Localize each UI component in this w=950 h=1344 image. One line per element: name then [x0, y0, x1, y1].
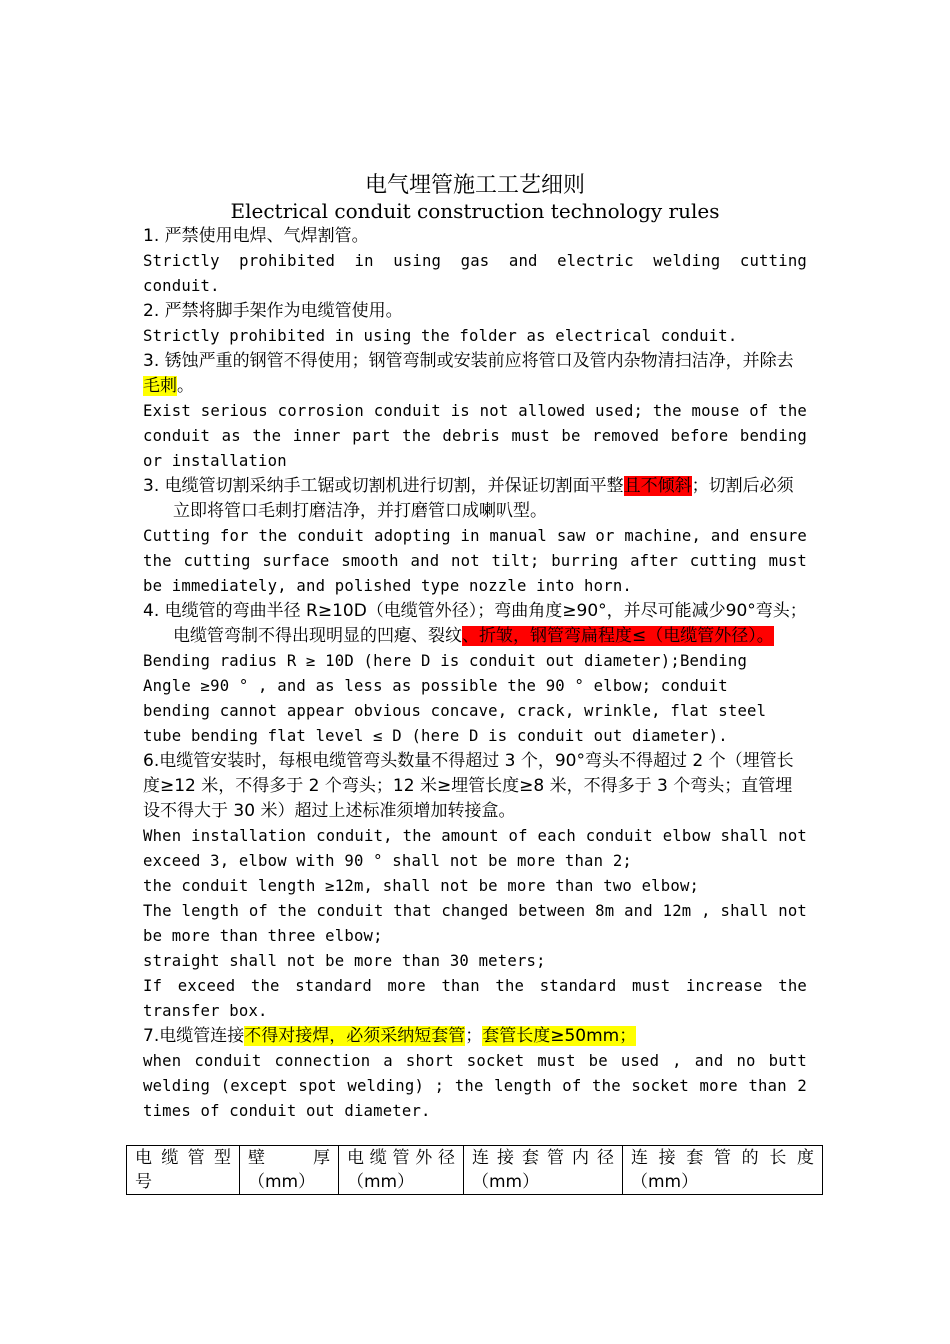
header-wall-thickness-line-2: （mm）	[248, 1172, 316, 1192]
rule-3-cn-end: 。	[177, 376, 194, 396]
header-wall-thickness-line-1: 壁 厚	[248, 1148, 330, 1168]
header-socket-length	[623, 1146, 823, 1195]
header-socket-length-line-1: 连接套管的长度	[631, 1148, 814, 1168]
title-chinese: 电气埋管施工工艺细则	[364, 173, 585, 198]
rule-5-en-line-2: Angle ≥90 ° , and as less as possible the 90 ° elbow; conduit	[143, 677, 728, 695]
rule-5-cn-text: 4. 电缆管的弯曲半径 R≥10D（电缆管外径）；弯曲角度≥90°，并尽可能减少90°弯头；电缆管弯制不得出现明显的凹瘪、裂纹	[143, 601, 807, 646]
rule-6-en-line-4: straight shall not be more than 30 meters;	[143, 952, 546, 970]
rule-7-cn-highlight-1: 不得对接焊，必须采纳短套管	[244, 1026, 466, 1046]
header-socket-length-line-2: （mm）	[631, 1172, 699, 1192]
rule-5-cn	[143, 599, 807, 649]
rule-4-en: Cutting for the conduit adopting in manual saw or machine, and ensure the cutting surface smooth and not tilt; burring after cutting must be immediately, and polished type nozzle into horn.	[143, 527, 807, 595]
rule-6-en-line-3: The length of the conduit that changed between 8m and 12m , shall not be more than three elbow;	[143, 902, 807, 945]
conduit-spec-table	[126, 1145, 823, 1195]
rule-4-cn-text: 3. 电缆管切割采纳手工锯或切割机进行切割，并保证切割面平整	[143, 476, 624, 496]
header-socket-inner-diameter-line-2: （mm）	[472, 1172, 540, 1192]
header-socket-inner-diameter-line-1: 连接套管内径	[472, 1148, 614, 1168]
rule-7-cn	[143, 1024, 807, 1049]
header-outer-diameter-line-2: （mm）	[347, 1172, 415, 1192]
rule-6-en-line-5: If exceed the standard more than the standard must increase the transfer box.	[143, 977, 807, 1020]
header-conduit-model	[127, 1146, 240, 1195]
rule-5-en-line-4: tube bending flat level ≤ D (here D is conduit out diameter).	[143, 727, 728, 745]
rule-6-en-line-1: When installation conduit, the amount of each conduit elbow shall not exceed 3, elbow with 90 ° shall not be more than 2;	[143, 827, 807, 870]
rule-6-cn: 6.电缆管安装时，每根电缆管弯头数量不得超过 3 个，90°弯头不得超过 2 个（埋管长度≥12 米，不得多于 2 个弯头；12 米≥埋管长度≥8 米，不得多于 3 个弯头；直管埋设不得大于 30 米）超过上述标准须增加转接盒。	[143, 751, 794, 821]
rule-2-en: Strictly prohibited in using the folder as electrical conduit.	[143, 327, 738, 345]
header-outer-diameter-line-1: 电缆管外径	[347, 1148, 455, 1168]
rule-3-cn-text: 3. 锈蚀严重的钢管不得使用；钢管弯制或安装前应将管口及管内杂物清扫洁净，并除去	[143, 351, 794, 371]
rule-7-cn-highlight-2: 套管长度≥50mm；	[482, 1026, 637, 1046]
rule-6-en-line-2: the conduit length ≥12m, shall not be more than two elbow;	[143, 877, 700, 895]
rule-3-cn	[143, 349, 807, 399]
rule-1-cn: 1. 严禁使用电焊、气焊割管。	[143, 226, 369, 246]
rule-1-en: Strictly prohibited in using gas and electric welding cutting conduit.	[143, 252, 807, 295]
title-english: Electrical conduit construction technology rules	[230, 199, 720, 223]
rule-5-en-line-3: bending cannot appear obvious concave, crack, wrinkle, flat steel	[143, 702, 767, 720]
header-conduit-model-line-1: 电缆管型	[135, 1148, 231, 1168]
rule-3-cn-highlight: 毛刺	[143, 376, 177, 396]
rule-7-cn-sep: ；	[465, 1026, 483, 1046]
rule-5-cn-highlight: 、折皱，钢管弯扁程度≤（电缆管外径）。	[462, 626, 774, 646]
rule-7-en: when conduit connection a short socket must be used , and no butt welding (except spot welding) ; the length of the socket more than 2 times of conduit out diameter.	[143, 1052, 807, 1120]
rule-4-cn-end: ；切割后必须立即将管口毛刺打磨洁净，并打磨管口成喇叭型。	[173, 476, 794, 521]
rule-2-cn: 2. 严禁将脚手架作为电缆管使用。	[143, 301, 403, 321]
document-body	[143, 224, 807, 1124]
header-wall-thickness	[240, 1146, 339, 1195]
rule-4-cn	[143, 474, 807, 524]
rule-7-cn-text: 7.电缆管连接	[143, 1026, 245, 1046]
header-outer-diameter	[339, 1146, 464, 1195]
rule-3-en: Exist serious corrosion conduit is not allowed used; the mouse of the conduit as the inner part the debris must be removed before bending or installation	[143, 402, 807, 470]
table-header-row	[127, 1146, 823, 1195]
header-conduit-model-line-2: 号	[135, 1172, 152, 1192]
rule-5-en-line-1: Bending radius R ≥ 10D (here D is conduit out diameter);Bending	[143, 652, 748, 670]
header-socket-inner-diameter	[464, 1146, 623, 1195]
rule-4-cn-highlight: 且不倾斜	[623, 476, 692, 496]
